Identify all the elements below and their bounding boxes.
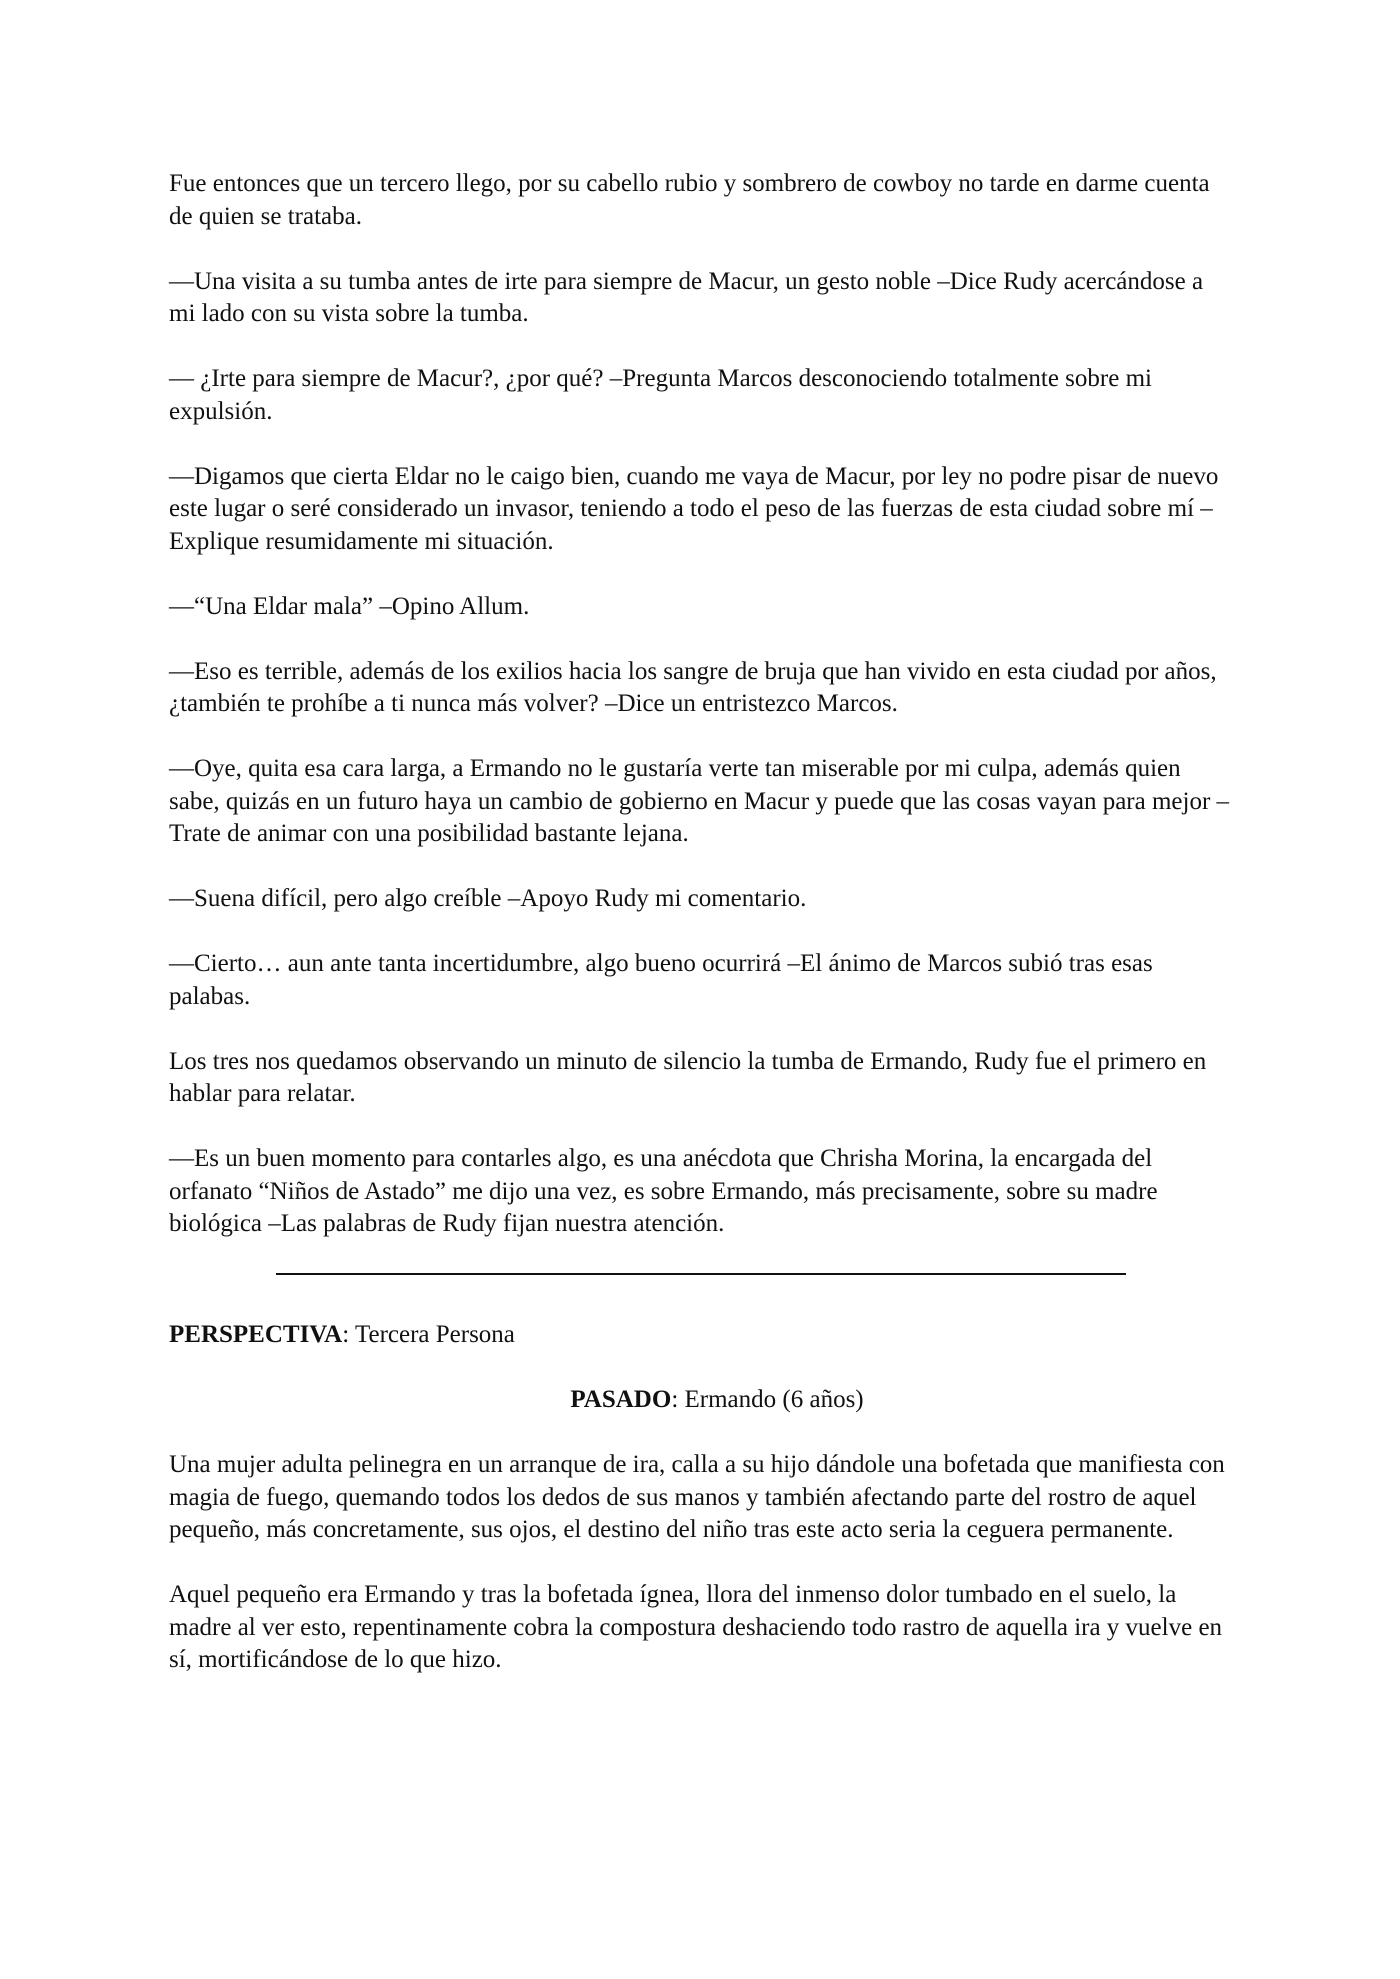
- past-value: : Ermando (6 años): [671, 1386, 864, 1413]
- paragraph: —Es un buen momento para contarles algo, es una anécdota que Chrisha Morina, la encargada del orfanato “Niños de Astado” me dijo una vez, es sobre Ermando, más precisamente, sobre su madre biológica –Las palabras de Rudy fijan nuestra atención.: [169, 1145, 1158, 1237]
- past-label: PASADO: [570, 1386, 672, 1413]
- paragraph: Una mujer adulta pelinegra en un arranque de ira, calla a su hijo dándole una bofetada que manifiesta con magia de fuego, quemando todos los dedos de sus manos y también afectando parte del rostro de aquel pequeño, más concretamente, sus ojos, el destino del niño tras este acto seria la ceguera permanente.: [169, 1451, 1225, 1543]
- perspective-label: PERSPECTIVA: [169, 1321, 343, 1348]
- paragraph: Fue entonces que un tercero llego, por su cabello rubio y sombrero de cowboy no tarde en darme cuenta de quien se trataba.: [169, 170, 1210, 230]
- paragraph: —Una visita a su tumba antes de irte para siempre de Macur, un gesto noble –Dice Rudy acercándose a mi lado con su vista sobre la tumba.: [169, 267, 1204, 327]
- paragraph: Aquel pequeño era Ermando y tras la bofetada ígnea, llora del inmenso dolor tumbado en el suelo, la madre al ver esto, repentinamente cobra la compostura deshaciendo todo rastro de aquella ira y vuelve en sí, mortificándose de lo que hizo.: [169, 1581, 1223, 1673]
- paragraph: —Cierto… aun ante tanta incertidumbre, algo bueno ocurrirá –El ánimo de Marcos subió tras esas palabas.: [169, 950, 1153, 1010]
- paragraph: —Eso es terrible, además de los exilios hacia los sangre de bruja que han vivido en esta ciudad por años, ¿también te prohíbe a ti nunca más volver? –Dice un entristezco Marcos.: [169, 657, 1217, 717]
- paragraph: —“Una Eldar mala” –Opino Allum.: [169, 592, 530, 620]
- section-divider: [276, 1273, 1126, 1275]
- perspective-line: [169, 1319, 1231, 1352]
- past-line: [169, 1384, 1231, 1417]
- paragraph: —Oye, quita esa cara larga, a Ermando no le gustaría verte tan miserable por mi culpa, además quien sabe, quizás en un futuro haya un cambio de gobierno en Macur y puede que las cosas vayan para mejor –Trate de animar con una posibilidad bastante lejana.: [169, 755, 1230, 847]
- paragraph: —Suena difícil, pero algo creíble –Apoyo Rudy mi comentario.: [169, 885, 807, 912]
- paragraph: —Digamos que cierta Eldar no le caigo bien, cuando me vaya de Macur, por ley no podre pisar de nuevo este lugar o seré considerado un invasor, teniendo a todo el peso de las fuerzas de esta ciudad sobre mí –Explique resumidamente mi situación.: [169, 462, 1219, 555]
- paragraph: Los tres nos quedamos observando un minuto de silencio la tumba de Ermando, Rudy fue el primero en hablar para relatar.: [169, 1047, 1207, 1107]
- document-page: [169, 168, 1231, 1709]
- perspective-value: : Tercera Persona: [342, 1321, 515, 1348]
- paragraph: — ¿Irte para siempre de Macur?, ¿por qué? –Pregunta Marcos desconociendo totalmente sobre mi expulsión.: [169, 365, 1152, 425]
